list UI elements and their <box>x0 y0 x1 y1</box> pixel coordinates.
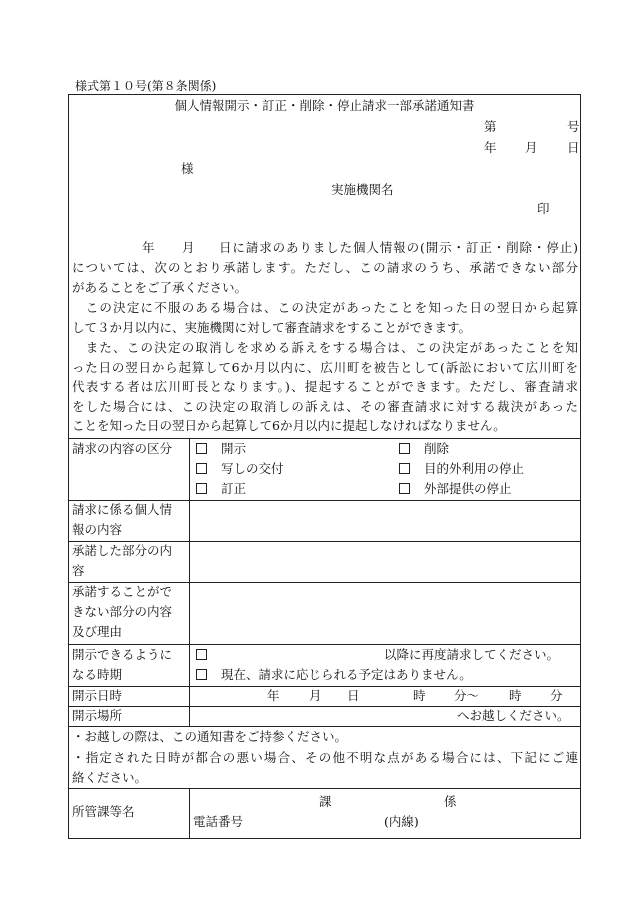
disclosure-place-label: 開示場所 <box>72 708 123 723</box>
date-tsuki: 月 <box>525 140 538 155</box>
date-nen: 年 <box>484 140 497 155</box>
contact-kakari: 係 <box>444 794 457 809</box>
place-suffix: へお越しください。 <box>457 708 570 723</box>
number-go: 号 <box>567 119 580 134</box>
para2-line1: この決定に不服のある場合は、この決定があったことを知った日の翌日から起算 <box>72 300 578 315</box>
datetime-hi: 日 <box>347 688 360 703</box>
datetime-nen: 年 <box>267 688 280 703</box>
checkbox-icon[interactable] <box>399 483 410 494</box>
para1-line2: については、次のとおり承諾します。ただし、この請求のうち、承諾できない部分 <box>72 260 578 275</box>
checkbox-icon[interactable] <box>399 463 410 474</box>
checkbox-icon[interactable] <box>196 463 207 474</box>
phone-number-label: 電話番号 <box>193 814 244 829</box>
checkbox-icon[interactable] <box>196 669 207 680</box>
datetime-fun: 分 <box>550 688 563 703</box>
checkbox-icon[interactable] <box>399 443 410 454</box>
option-stop-external-provision[interactable]: 外部提供の停止 <box>399 479 512 499</box>
document-title: 個人情報開示・訂正・削除・停止請求一部承諾通知書 <box>174 98 475 113</box>
para2-body <box>72 298 578 337</box>
form-number-label: 様式第１０号(第８条関係) <box>75 79 217 93</box>
para3-line3: 代表する者は広川町長となります。)、提起することができます。ただし、審査請求 <box>72 379 578 395</box>
datetime-tsuki: 月 <box>309 688 322 703</box>
para3-line5: ことを知った日の翌日から起算して6か月以内に提起しなければなりません。 <box>72 418 506 434</box>
date-hi: 日 <box>567 140 580 155</box>
table-column-divider <box>189 438 190 726</box>
checkbox-icon[interactable] <box>196 443 207 454</box>
personal-info-label: 請求に係る個人情 報の内容 <box>72 502 173 537</box>
disclosure-datetime-label: 開示日時 <box>72 688 123 703</box>
timing-option-none[interactable]: 現在、請求に応じられる予定はありません。 <box>196 665 472 685</box>
option-correction[interactable]: 訂正 <box>196 479 246 499</box>
datetime-fun-from: 分～ <box>454 688 480 703</box>
para3-line1: また、この決定の取消しを求める訴えをする場合は、この決定があったことを知 <box>72 340 578 355</box>
option-copy-delivery[interactable]: 写しの交付 <box>196 459 284 479</box>
para1-line1: 日に請求のありました個人情報の(開示・訂正・削除・停止) <box>219 240 578 255</box>
request-type-label: 請求の内容の区分 <box>72 441 173 456</box>
disclosure-timing-label: 開示できるように なる時期 <box>72 647 173 682</box>
number-dai: 第 <box>484 119 497 134</box>
timing-option-later[interactable] <box>196 645 221 665</box>
contact-top-line <box>69 788 580 789</box>
option-disclosure[interactable]: 開示 <box>196 439 246 459</box>
para2-line2: して３か月以内に、実施機関に対して審査請求をすることができます。 <box>72 319 472 335</box>
datetime-ji2: 時 <box>509 688 522 703</box>
para3-body <box>72 338 578 436</box>
agency-name-label: 実施機関名 <box>331 182 394 197</box>
para1-nen: 年 <box>142 240 155 255</box>
option-deletion[interactable]: 削除 <box>399 439 449 459</box>
para1-tsuki: 月 <box>182 240 195 255</box>
para1-line3: があることをご了承ください。 <box>72 279 248 295</box>
note-contact-line2: 絡ください。 <box>72 769 148 785</box>
timing-later-text: 以降に再度請求してください。 <box>384 647 560 662</box>
approved-part-label: 承諾した部分の内 容 <box>72 543 173 578</box>
para3-line4: をした場合には、この決定の取消しの訴えは、その審査請求に対する裁決があった <box>72 398 578 414</box>
note-contact-body <box>72 748 578 787</box>
para1-body <box>72 258 578 297</box>
note-contact-line1: ・指定された日時が都合の悪い場合、その他不明な点がある場合には、下記にご連 <box>72 750 578 765</box>
option-stop-unauthorized-use[interactable]: 目的外利用の停止 <box>399 459 524 479</box>
para3-line2: った日の翌日から起算して6か月以内に、広川町を被告として(訴訟において広川町を <box>72 359 578 375</box>
addressee-sama: 様 <box>181 161 194 176</box>
phone-extension-label: (内線) <box>384 814 419 829</box>
note-bring-notice: ・お越しの際は、この通知書をご持参ください。 <box>72 729 348 744</box>
checkbox-icon[interactable] <box>196 483 207 494</box>
checkbox-icon[interactable] <box>196 649 207 660</box>
table-row-divider <box>69 686 580 687</box>
department-label: 所管課等名 <box>72 804 135 819</box>
denied-part-label: 承諾することがで きない部分の内容 及び理由 <box>72 584 173 639</box>
contact-ka: 課 <box>319 794 332 809</box>
notice-form-frame <box>68 94 581 839</box>
contact-column-divider <box>189 788 190 839</box>
seal-mark: 印 <box>537 201 550 216</box>
datetime-ji: 時 <box>413 688 426 703</box>
